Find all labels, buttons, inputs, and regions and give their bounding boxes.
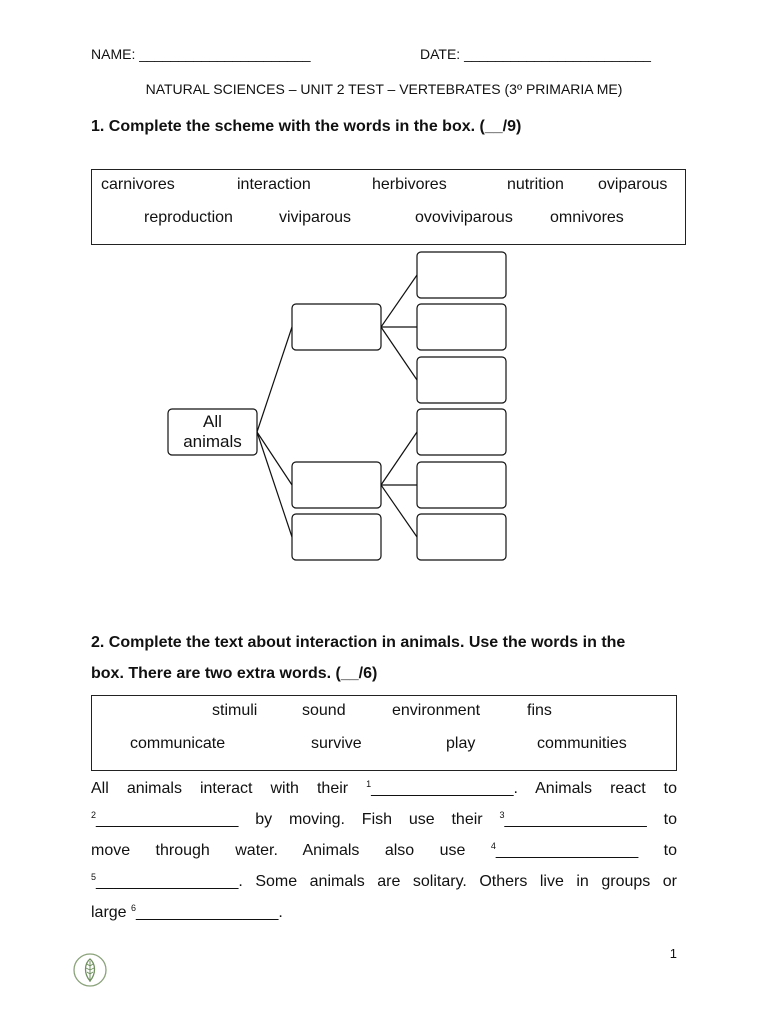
word-box-item: communicate [130,735,226,752]
text-fragment: to [646,811,677,828]
answer-box[interactable] [417,514,506,560]
name-field: NAME: ______________________ [91,46,311,62]
text-line [91,835,677,866]
word-box-item: fins [527,702,552,719]
answer-box[interactable] [417,409,506,455]
text-fragment: . Animals react to [513,780,678,797]
text-fragment: large [91,904,132,921]
blank-1[interactable]: ________________ [371,780,514,797]
word-box-item: survive [311,735,362,752]
text-fragment: by moving. Fish use their [238,811,500,828]
question-2-prompt-line-2: box. There are two extra words. (__/6) [91,665,378,682]
word-box-item: carnivores [101,176,175,193]
word-box-2 [91,695,677,771]
answer-box[interactable] [417,462,506,508]
text-line [91,804,677,835]
blank-5[interactable]: ________________ [96,873,239,890]
word-box-item: viviparous [279,209,352,226]
word-box-item: environment [392,702,481,719]
date-field: DATE: ________________________ [420,46,651,62]
text-line [91,897,677,928]
fill-in-text [91,773,677,928]
root-label-line-1: All [203,412,222,431]
word-box-item: communities [537,735,627,752]
text-fragment: All animals interact with their [91,780,367,797]
text-line [91,773,677,804]
word-box-item: herbivores [372,176,447,193]
blank-number: 5 [91,872,97,882]
question-1-prompt: 1. Complete the scheme with the words in the box. (__/9) [91,118,522,135]
answer-box[interactable] [292,462,381,508]
word-box-item: ovoviviparous [415,209,513,226]
word-box-item: stimuli [212,702,258,719]
text-fragment: . Some animals are solitary. Others live in groups or [238,873,677,890]
word-box-item: play [446,735,476,752]
answer-box[interactable] [417,304,506,350]
word-box-item: oviparous [598,176,668,193]
text-fragment: to [638,842,677,859]
word-box-item: omnivores [550,209,624,226]
word-box-1 [91,169,686,245]
blank-number: 1 [366,779,372,789]
test-title: NATURAL SCIENCES – UNIT 2 TEST – VERTEBRATES (3º PRIMARIA ME) [145,81,623,97]
blank-2[interactable]: ________________ [96,811,239,828]
answer-box[interactable] [292,304,381,350]
leaf-icon [72,952,108,988]
blank-number: 6 [131,903,137,913]
classification-scheme [0,240,768,580]
text-fragment: . [278,904,283,921]
blank-3[interactable]: ________________ [504,811,647,828]
root-label-line-2: animals [183,432,242,451]
answer-box[interactable] [417,357,506,403]
word-box-item: sound [302,702,346,719]
answer-box[interactable] [292,514,381,560]
word-box-item: nutrition [507,176,564,193]
question-2-prompt-line-1: 2. Complete the text about interaction in animals. Use the words in the [91,634,626,651]
answer-box[interactable] [417,252,506,298]
text-fragment: move through water. Animals also use [91,842,491,859]
blank-4[interactable]: ________________ [495,842,639,859]
blank-number: 3 [499,810,505,820]
blank-number: 4 [490,841,496,851]
text-line [91,866,677,897]
word-box-item: interaction [237,176,311,193]
blank-number: 2 [91,810,97,820]
blank-6[interactable]: ________________ [136,904,279,921]
page-number: 1 [669,946,677,961]
word-box-item: reproduction [144,209,233,226]
